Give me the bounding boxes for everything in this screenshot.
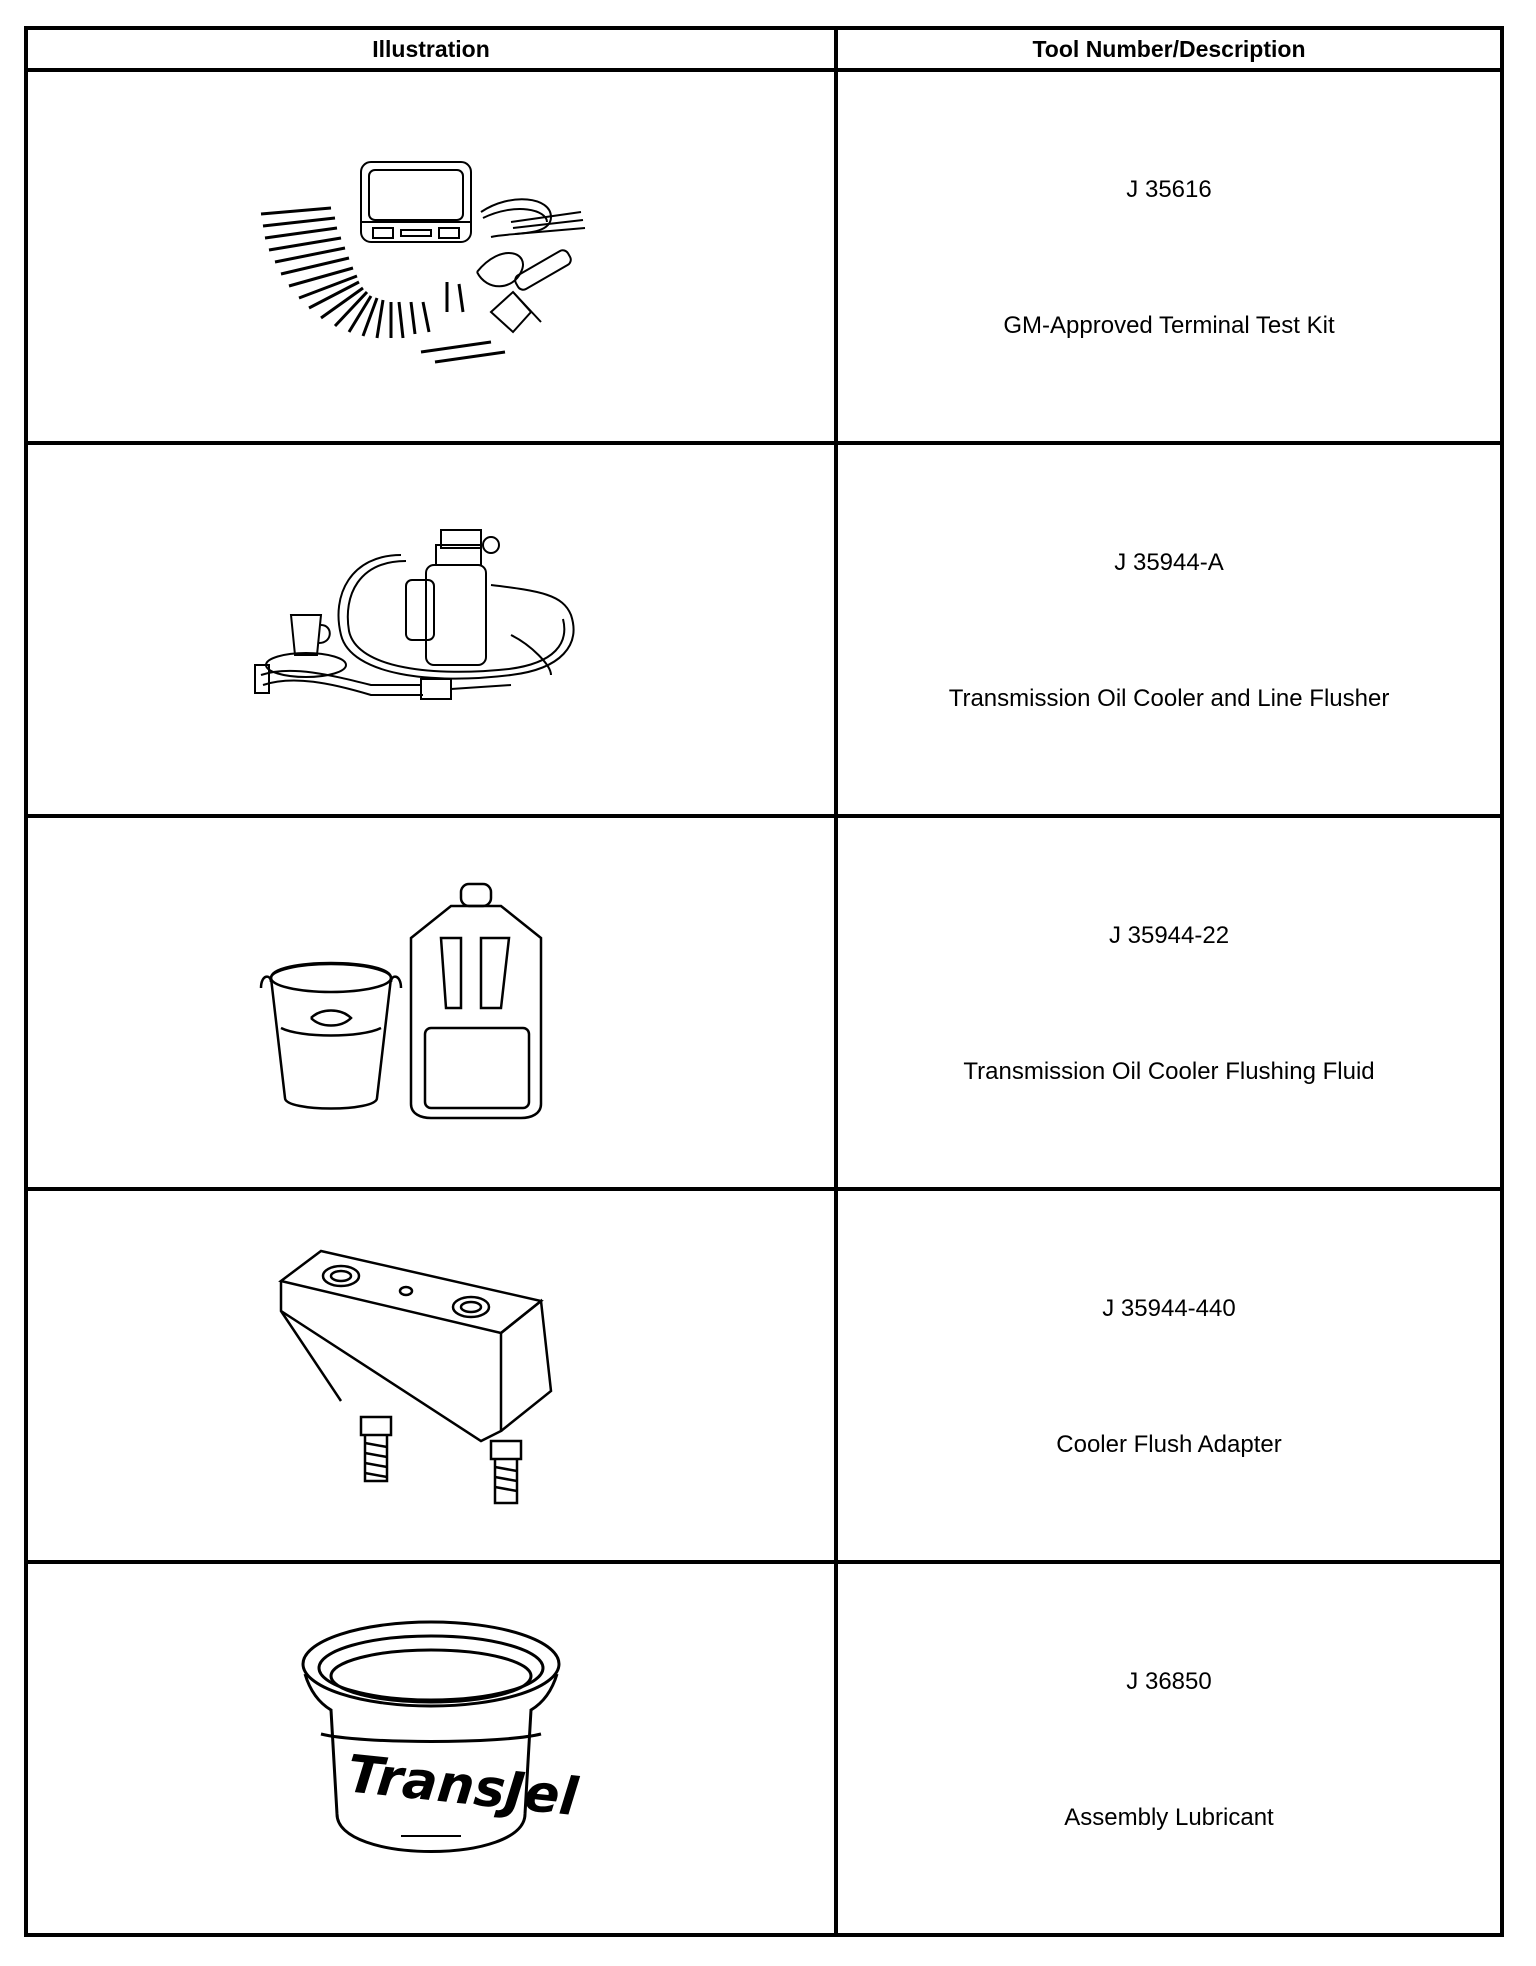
tool-number: J 35944-A: [1114, 549, 1224, 576]
tool-number: J 35944-440: [1102, 1295, 1236, 1322]
tub-label: TransJel: [344, 1743, 581, 1828]
illustration-cell: [26, 1562, 836, 1935]
tool-description: Assembly Lubricant: [1064, 1804, 1274, 1831]
tool-number: J 36850: [1126, 1668, 1212, 1695]
tool-description: GM-Approved Terminal Test Kit: [1003, 312, 1335, 339]
tool-description: Transmission Oil Cooler and Line Flusher: [948, 685, 1390, 712]
flushing-fluid-icon: [251, 878, 611, 1128]
table-row: [26, 1562, 1502, 1935]
table-row: [26, 1189, 1502, 1562]
tool-number: J 35616: [1126, 176, 1212, 203]
lubricant-tub-icon: [281, 1614, 581, 1884]
flush-adapter-icon: [261, 1241, 601, 1511]
tool-description: Transmission Oil Cooler Flushing Fluid: [963, 1058, 1375, 1085]
tool-description: Cooler Flush Adapter: [1056, 1431, 1282, 1458]
table-row: [26, 816, 1502, 1189]
illustration-cell: [26, 70, 836, 443]
header-row: [26, 28, 1502, 70]
line-flusher-icon: [251, 515, 611, 745]
description-cell: [836, 443, 1502, 816]
description-cell: [836, 70, 1502, 443]
illustration-cell: [26, 443, 836, 816]
special-tools-table: [24, 26, 1504, 1937]
illustration-cell: [26, 816, 836, 1189]
tool-number: J 35944-22: [1108, 922, 1230, 949]
description-cell: [836, 1189, 1502, 1562]
header-tool-number-description: Tool Number/Description: [836, 28, 1502, 70]
illustration-cell: [26, 1189, 836, 1562]
header-illustration: Illustration: [26, 28, 836, 70]
table-row: [26, 443, 1502, 816]
description-cell: [836, 1562, 1502, 1935]
description-cell: [836, 816, 1502, 1189]
table-row: [26, 70, 1502, 443]
terminal-test-kit-icon: [251, 142, 611, 372]
